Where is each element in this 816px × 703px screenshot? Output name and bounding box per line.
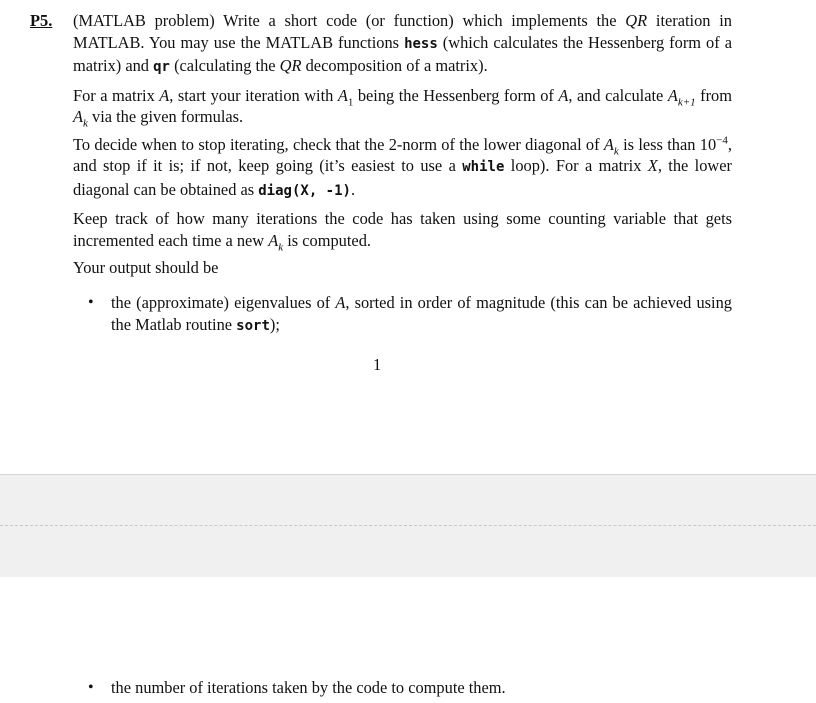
intro-paragraph: (MATLAB problem) Write a short code (or function) which implements the QR iteration in MATLAB. You may use the MATLAB functions hess (which calculates the Hessenberg form of a matrix) and qr (calculating the QR decomposition of a matrix). xyxy=(73,11,733,75)
bullet-icon: • xyxy=(88,679,94,696)
while-code: while xyxy=(462,159,505,175)
page-break-divider xyxy=(0,525,816,526)
output-intro: Your output should be xyxy=(73,258,219,277)
page-2 xyxy=(0,577,816,703)
page-gap xyxy=(0,474,816,578)
start-iteration-paragraph: For a matrix A, start your iteration with $A_1$ being the Hessenberg form of A, and calculate $A_{k+1}$ from $A_k$ via the given formulas. xyxy=(73,85,732,130)
page-number: 1 xyxy=(373,355,382,374)
problem-label: P5. xyxy=(30,11,53,30)
stopping-criterion-paragraph: To decide when to stop iterating, check that the 2-norm of the lower diagonal of $A_k$ is less than $10^{-4}$, and stop if it is; if not, keep going (it’s easiest to use a while loop). For a matrix X, the lower diagonal can be obtained as diag(X, -1). xyxy=(73,134,733,199)
counting-paragraph: Keep track of how many iterations the code has taken using some counting variable that gets incremented each time a new $A_k$ is computed. xyxy=(73,209,732,253)
bullet-list-page-1 xyxy=(88,292,732,337)
problem-p5 xyxy=(30,8,732,285)
diag-code: diag(X, -1) xyxy=(258,182,351,199)
bullet-list-page-2 xyxy=(88,677,732,699)
hess-code: hess xyxy=(404,35,438,52)
list-item: • the (approximate) eigenvalues of A, sorted in order of magnitude (this can be achieved using the Matlab routine sort); xyxy=(88,293,732,334)
sort-code: sort xyxy=(236,317,270,334)
list-item: • the number of iterations taken by the code to compute them. xyxy=(88,678,506,697)
qr-code: qr xyxy=(153,59,170,75)
bullet-icon: • xyxy=(88,294,94,311)
